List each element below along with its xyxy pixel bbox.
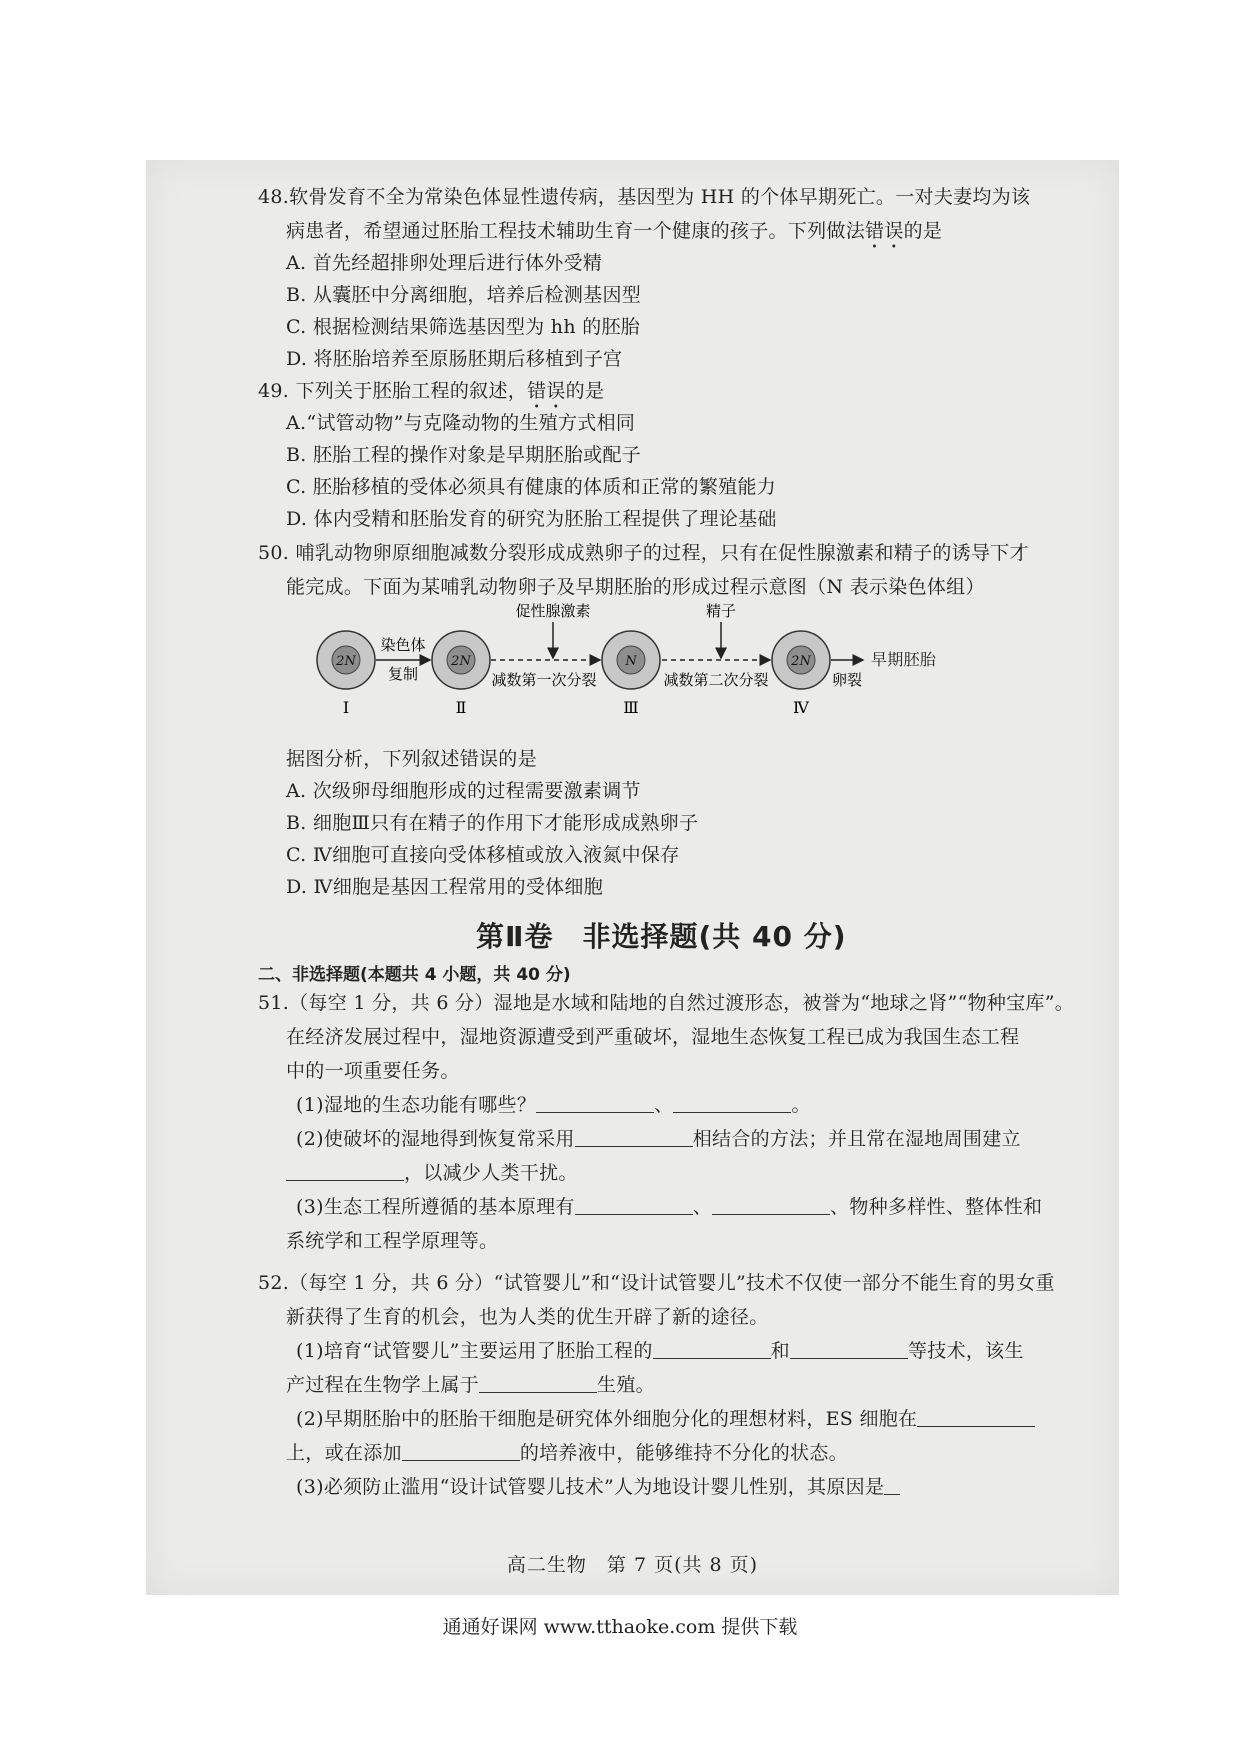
- q49-option-b: B. 胚胎工程的操作对象是早期胚胎或配子: [286, 444, 642, 466]
- q52-part2-cont: 上，或在添加 的培养液中，能够维持不分化的状态。: [286, 1442, 848, 1464]
- q48-line1: 48.软骨发育不全为常染色体显性遗传病，基因型为 HH 的个体早期死亡。一对夫妻均为该: [258, 186, 1031, 208]
- answer-blank[interactable]: [402, 1440, 520, 1461]
- label-cleavage: 卵裂: [831, 671, 863, 689]
- q49-option-d: D. 体内受精和胚胎发育的研究为胚胎工程提供了理论基础: [286, 508, 777, 530]
- cell-ii: [432, 631, 490, 717]
- q48-option-a: A. 首先经超排卵处理后进行体外受精: [286, 252, 603, 274]
- label-meiosis-2: 减数第二次分裂: [663, 671, 769, 689]
- q50-stem: 据图分析，下列叙述错误的是: [286, 748, 537, 770]
- q49-option-a: A.“试管动物”与克隆动物的生殖方式相同: [286, 412, 636, 434]
- cell-iii-label: Ⅲ: [623, 698, 639, 717]
- cell-i: [317, 631, 375, 717]
- answer-blank[interactable]: [575, 1194, 693, 1215]
- q49-stem: 49. 下列关于胚胎工程的叙述，错误的是: [258, 380, 605, 402]
- answer-blank[interactable]: [673, 1092, 791, 1113]
- answer-blank[interactable]: [575, 1126, 693, 1147]
- q48-option-c: C. 根据检测结果筛选基因型为 hh 的胚胎: [286, 316, 641, 338]
- q52-line1: 52.（每空 1 分，共 6 分）“试管婴儿”和“设计试管婴儿”技术不仅使一部分不能生育的男女重: [258, 1272, 1055, 1294]
- svg-text:2N: 2N: [451, 654, 471, 669]
- section-title: 第Ⅱ卷 非选择题(共 40 分): [476, 920, 847, 953]
- q51-part2: (2)使破坏的湿地得到恢复常采用 相结合的方法；并且常在湿地周围建立: [296, 1128, 1021, 1150]
- q50-option-d: D. Ⅳ细胞是基因工程常用的受体细胞: [286, 876, 604, 898]
- label-early-embryo: 早期胚胎: [871, 650, 937, 669]
- q52-part1: (1)培育“试管婴儿”主要运用了胚胎工程的 和 等技术，该生: [296, 1340, 1024, 1362]
- q52-part3: (3)必须防止滥用“设计试管婴儿技术”人为地设计婴儿性别，其原因是: [296, 1472, 900, 1502]
- label-sperm: 精子: [705, 602, 737, 620]
- answer-blank[interactable]: [712, 1194, 830, 1215]
- q50-option-b: B. 细胞Ⅲ只有在精子的作用下才能形成成熟卵子: [286, 812, 699, 834]
- cell-i-label: Ⅰ: [342, 698, 350, 717]
- svg-text:2N: 2N: [336, 654, 356, 669]
- q49-option-c: C. 胚胎移植的受体必须具有健康的体质和正常的繁殖能力: [286, 476, 777, 498]
- q48-option-b: B. 从囊胚中分离细胞，培养后检测基因型: [286, 284, 642, 306]
- cell-ii-label: Ⅱ: [455, 698, 467, 717]
- label-replication: 复制: [387, 665, 419, 683]
- q52-line2: 新获得了生育的机会，也为人类的优生开辟了新的途径。: [286, 1306, 769, 1328]
- q52-part2: (2)早期胚胎中的胚胎干细胞是研究体外细胞分化的理想材料，ES 细胞在: [296, 1404, 1035, 1434]
- q51-line3: 中的一项重要任务。: [286, 1060, 460, 1082]
- q50-line2: 能完成。下面为某哺乳动物卵子及早期胚胎的形成过程示意图（N 表示染色体组）: [286, 576, 985, 598]
- q50-option-c: C. Ⅳ细胞可直接向受体移植或放入液氮中保存: [286, 844, 680, 866]
- answer-blank[interactable]: [536, 1092, 654, 1113]
- svg-text:2N: 2N: [791, 654, 811, 669]
- answer-blank[interactable]: [479, 1372, 597, 1393]
- q48-line2: 病患者，希望通过胚胎工程技术辅助生育一个健康的孩子。下列做法错误的是: [286, 220, 943, 242]
- exam-page: [146, 160, 1119, 1595]
- cell-iii: [602, 631, 660, 717]
- q51-part3: (3)生态工程所遵循的基本原理有 、 、物种多样性、整体性和: [296, 1196, 1043, 1218]
- label-chromosome: 染色体: [380, 636, 426, 654]
- q52-part1-cont: 产过程在生物学上属于 生殖。: [286, 1374, 655, 1396]
- page-footer: 高二生物 第 7 页(共 8 页): [506, 1554, 759, 1576]
- label-meiosis-1: 减数第一次分裂: [491, 671, 597, 689]
- cell-iv-label: Ⅳ: [793, 698, 809, 717]
- answer-blank[interactable]: [884, 1474, 900, 1495]
- q50-line1: 50. 哺乳动物卵原细胞减数分裂形成成熟卵子的过程，只有在促性腺激素和精子的诱导下才: [258, 542, 1029, 564]
- q51-part3-cont: 系统学和工程学原理等。: [286, 1230, 499, 1252]
- q51-part2-cont: ，以减少人类干扰。: [286, 1158, 578, 1188]
- answer-blank[interactable]: [790, 1338, 908, 1359]
- q51-part1: (1)湿地的生态功能有哪些？ 、 。: [296, 1094, 811, 1116]
- q48-option-d: D. 将胚胎培养至原肠胚期后移植到子宫: [286, 348, 623, 370]
- section-subtitle: 二、非选择题(本题共 4 小题，共 40 分): [258, 965, 571, 985]
- answer-blank[interactable]: [917, 1406, 1035, 1427]
- oocyte-process-diagram: [306, 600, 866, 720]
- label-hormone: 促性腺激素: [515, 602, 591, 620]
- svg-text:N: N: [625, 654, 637, 669]
- q51-line2: 在经济发展过程中，湿地资源遭受到严重破坏，湿地生态恢复工程已成为我国生态工程: [286, 1026, 1020, 1048]
- q50-option-a: A. 次级卵母细胞形成的过程需要激素调节: [286, 780, 641, 802]
- answer-blank[interactable]: [653, 1338, 771, 1359]
- answer-blank[interactable]: [286, 1160, 404, 1181]
- q51-line1: 51.（每空 1 分，共 6 分）湿地是水域和陆地的自然过渡形态，被誉为“地球之肾”“物种宝库”。: [258, 992, 1075, 1014]
- cell-iv: [772, 631, 830, 717]
- site-caption: 通通好课网 www.tthaoke.com 提供下载: [442, 1616, 798, 1638]
